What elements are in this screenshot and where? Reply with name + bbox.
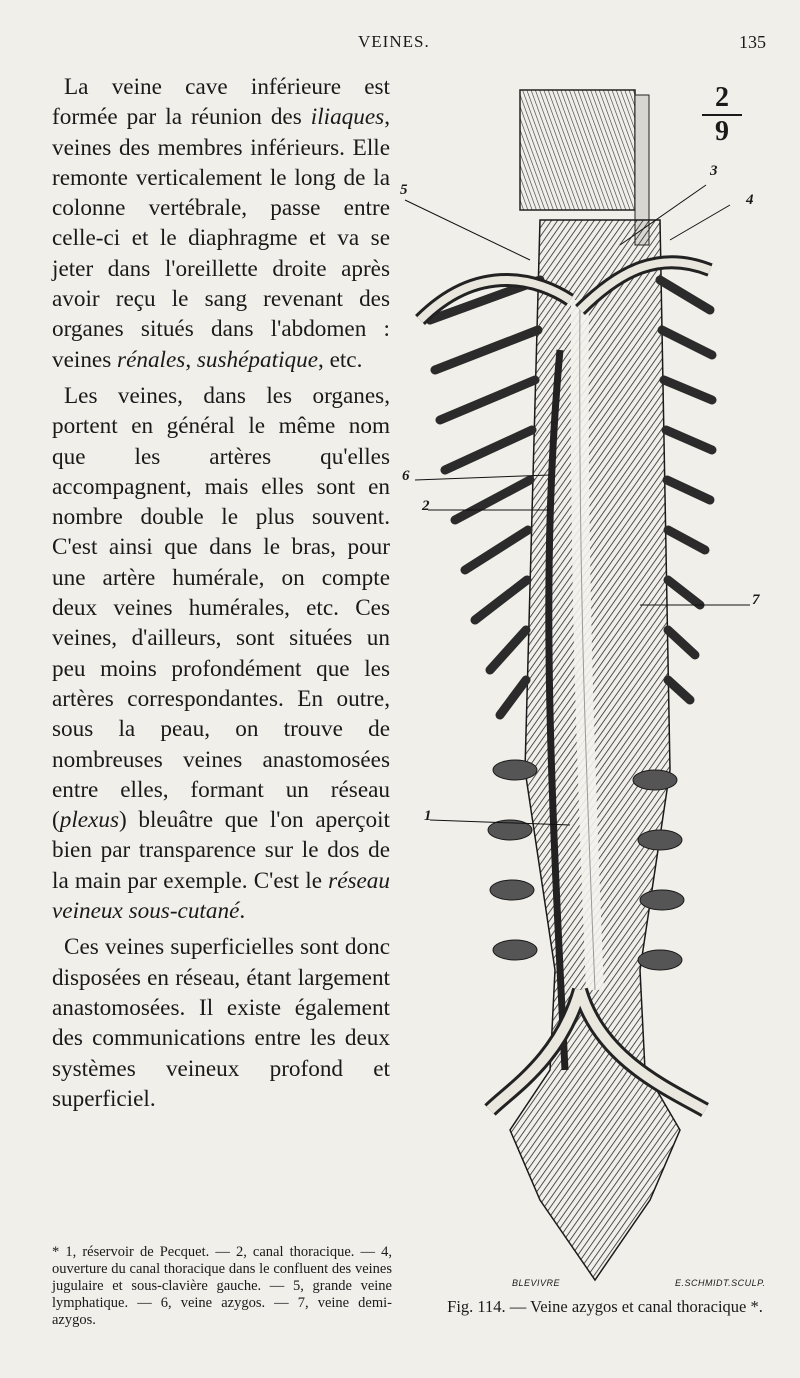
engraver-signature-right: E.SCHMIDT.SCULP.: [675, 1278, 766, 1288]
paragraph-2: Les veines, dans les organes, portent en général le même nom que les artères qu'elles accompagnent, mais elles sont en nombre double le plus souvent. C'est ainsi que dans le bras, pour une artère humérale, on compte deux veines humérales, etc. Ces veines, d'ailleurs, sont situées un peu moins profondément que les artères correspondantes. En outre, sous la peau, on trouve de nombreuses veines anastomosées entre elles, formant un réseau (plexus) bleuâtre que l'on aperçoit bien par transparence sur le dos de la main par exemple. C'est le réseau veineux sous-cutané.: [52, 382, 390, 925]
figure-label-7: 7: [752, 592, 760, 608]
spine-engraving: [400, 70, 790, 1300]
footnote: * 1, réservoir de Pecquet. — 2, canal thoracique. — 4, ouverture du canal thoracique dans le confluent des veines jugulaire et sous-clavière gauche. — 5, grande veine lymphatique. — 6, veine azygos. — 7, veine demi-azygos.: [52, 1244, 392, 1328]
figure-label-6: 6: [402, 468, 410, 484]
page-number: 135: [739, 32, 766, 52]
paragraph-3: Ces veines superficielles sont donc disposées en réseau, étant largement anastomosées. Il existe également des communications entre les deux systèmes veineux profond et superficiel.: [52, 934, 390, 1112]
paragraph-1: La veine cave inférieure est formée par la réunion des iliaques, veines des membres inférieurs. Elle remonte verticalement le long de la colonne vertébrale, passe entre celle-ci et le diaphragme et va se jeter dans l'oreillette droite après avoir reçu le sang revenant des organes situés dans l'abdomen : veines rénales, sushépatique, etc.: [52, 74, 390, 373]
upper-vessel-block: [520, 90, 635, 210]
running-title: VEINES.: [358, 32, 430, 51]
left-ribs: [430, 280, 540, 715]
engraver-signature-left: BLEVIVRE: [512, 1278, 561, 1288]
figure-label-4: 4: [746, 192, 754, 208]
figure-label-1: 1: [424, 808, 432, 824]
fraction-denominator: 9: [715, 116, 729, 147]
body-text: [52, 72, 390, 1114]
figure-number: Fig. 114.: [447, 1297, 506, 1316]
fraction-numerator: 2: [715, 82, 729, 113]
running-head: [0, 32, 800, 56]
figure-label-2: 2: [422, 498, 430, 514]
figure-label-5: 5: [400, 182, 408, 198]
figure-label-3: 3: [710, 163, 718, 179]
figure-caption: [440, 1296, 770, 1317]
anatomical-illustration: [400, 70, 790, 1300]
figure-caption-text: — Veine azygos et canal thoracique *.: [505, 1297, 763, 1316]
